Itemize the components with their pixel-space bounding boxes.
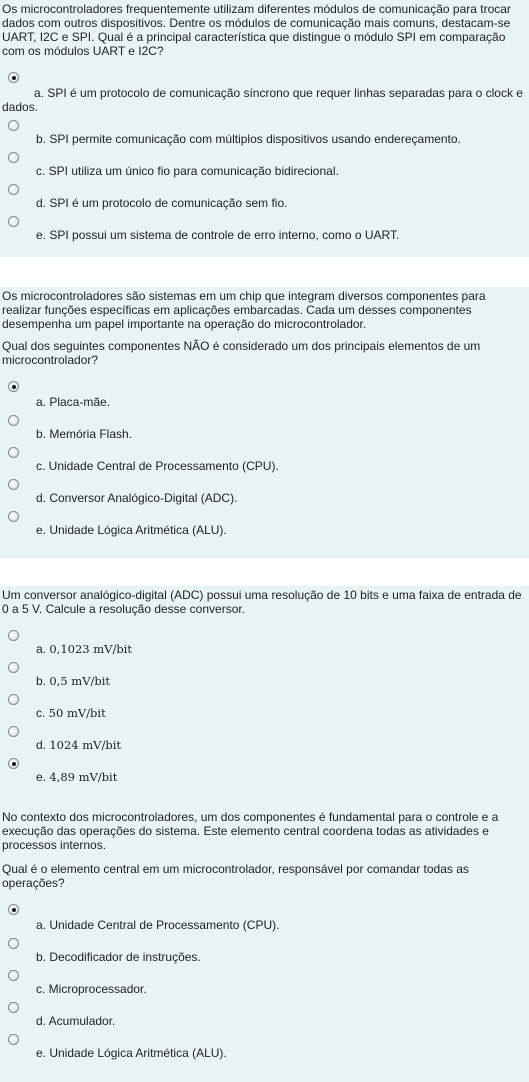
option-label: a. SPI é um protocolo de comunicação síncrono que requer linhas separadas para o clock e dados. [2,86,523,114]
option-label: c. Unidade Central de Processamento (CPU). [36,459,279,473]
option-label: 1024 mV/bit [49,738,122,752]
radio-button[interactable] [8,938,19,949]
radio-button[interactable] [8,662,19,673]
option-label: c. Microprocessador. [36,982,147,996]
radio-button[interactable] [8,216,19,227]
question-2-text: Os microcontroladores são sistemas em um chip que integram diversos componentes para realizar funções específicas em aplicações embarcadas. Cada um desses componentes desempenha um papel importante na operação do microcontrolador. [2,289,486,331]
question-1-option-b[interactable] [2,120,527,146]
question-4-option-d[interactable] [2,1002,527,1028]
question-3-option-b[interactable] [2,662,527,688]
question-4-prompt: Qual é o elemento central em um microcontrolador, responsável por comandar todas as operações? [2,862,469,890]
question-4-option-b[interactable] [2,938,527,964]
question-4-option-e[interactable] [2,1034,527,1060]
option-label: b. Memória Flash. [36,427,133,441]
question-4-option-a[interactable] [2,904,527,932]
option-label: d. Acumulador. [36,1014,116,1028]
question-2-option-d[interactable] [2,479,527,505]
option-label: a. Placa-mãe. [36,395,111,409]
option-prefix: d. [36,738,50,752]
option-label: 4,89 mV/bit [49,770,118,784]
question-2-prompt: Qual dos seguintes componentes NÃO é considerado um dos principais elementos de um microcontrolador? [2,339,481,367]
radio-button[interactable] [8,415,19,426]
option-label: b. SPI permite comunicação com múltiplos dispositivos usando endereçamento. [36,132,461,146]
question-3-option-d[interactable] [2,726,527,752]
option-label: c. SPI utiliza um único fio para comunicação bidirecional. [36,164,339,178]
question-4-text: No contexto dos microcontroladores, um dos componentes é fundamental para o controle e a execução das operações do sistema. Este elemento central coordena todas as atividades e processos internos. [2,810,499,852]
question-1-option-d[interactable] [2,184,527,210]
question-1-option-a[interactable] [2,72,527,114]
radio-button-selected[interactable] [8,904,19,915]
radio-button[interactable] [8,152,19,163]
option-label: e. Unidade Lógica Aritmética (ALU). [36,523,227,537]
radio-button-selected[interactable] [8,381,19,392]
question-3-option-c[interactable] [2,694,527,720]
option-label: e. Unidade Lógica Aritmética (ALU). [36,1046,227,1060]
question-4-option-c[interactable] [2,970,527,996]
question-3 [0,586,529,802]
radio-button[interactable] [8,184,19,195]
option-label: a. Unidade Central de Processamento (CPU). [36,918,280,932]
radio-button[interactable] [8,1002,19,1013]
radio-button-selected[interactable] [8,72,19,83]
option-label: b. Decodificador de instruções. [36,950,201,964]
option-label: e. SPI possui um sistema de controle de erro interno, como o UART. [36,228,400,242]
option-prefix: a. [36,642,50,656]
question-2 [0,287,529,558]
radio-button-selected[interactable] [8,758,19,769]
radio-button[interactable] [8,511,19,522]
radio-button[interactable] [8,1034,19,1045]
option-prefix: c. [36,706,49,720]
radio-button[interactable] [8,694,19,705]
question-3-option-a[interactable] [2,630,527,656]
option-prefix: e. [36,770,50,784]
question-2-option-a[interactable] [2,381,527,409]
question-2-option-c[interactable] [2,447,527,473]
radio-button[interactable] [8,726,19,737]
question-1-text: Os microcontroladores frequentemente utilizam diferentes módulos de comunicação para trocar dados com outros dispositivos. Dentre os módulos de comunicação mais comuns, destacam-se UART, I2C e SPI. Qual é a principal característica que distingue o módulo SPI em comparação com os módulos UART e I2C? [2,2,511,58]
option-label: 0,5 mV/bit [49,674,111,688]
question-2-option-e[interactable] [2,511,527,537]
radio-button[interactable] [8,447,19,458]
question-2-option-b[interactable] [2,415,527,441]
option-label: d. SPI é um protocolo de comunicação sem fio. [36,196,288,210]
option-label: d. Conversor Analógico-Digital (ADC). [36,491,238,505]
question-1-option-c[interactable] [2,152,527,178]
radio-button[interactable] [8,630,19,641]
radio-button[interactable] [8,479,19,490]
question-3-option-e[interactable] [2,758,527,784]
question-4 [0,802,529,1082]
question-3-text: Um conversor analógico-digital (ADC) possui uma resolução de 10 bits e uma faixa de entrada de 0 a 5 V. Calcule a resolução desse conversor. [2,588,522,616]
option-prefix: b. [36,674,50,688]
radio-button[interactable] [8,970,19,981]
option-label: 50 mV/bit [48,706,106,720]
question-1 [0,0,529,257]
radio-button[interactable] [8,120,19,131]
option-label: 0,1023 mV/bit [49,642,132,656]
question-1-option-e[interactable] [2,216,527,242]
